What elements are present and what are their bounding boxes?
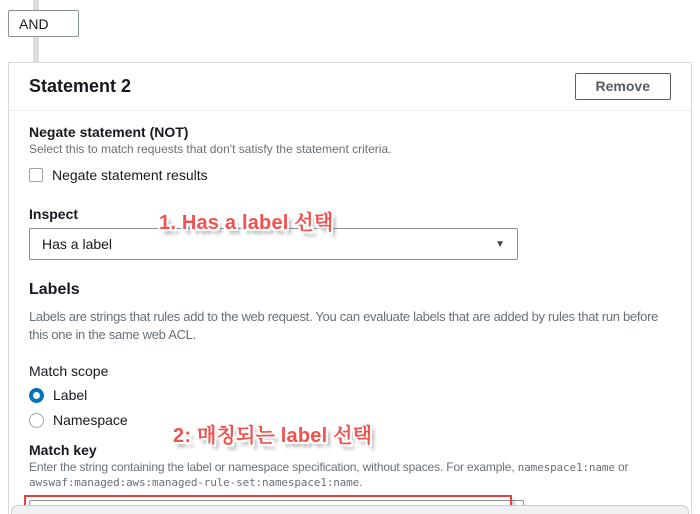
match-key-desc-text-3: . bbox=[359, 475, 363, 489]
match-key-description bbox=[29, 460, 671, 490]
chevron-down-icon: ▼ bbox=[495, 238, 505, 250]
match-scope-option-namespace-text: Namespace bbox=[53, 412, 128, 428]
annotation-step-1: 1. Has a label 선택 bbox=[159, 212, 334, 234]
statement-2-title: Statement 2 bbox=[29, 76, 132, 96]
annotation-step-2: 2: 매칭되는 label 선택 bbox=[173, 425, 373, 447]
radio-unselected-icon[interactable] bbox=[29, 413, 44, 428]
inspect-label: Inspect bbox=[29, 206, 79, 222]
negate-checkbox[interactable] bbox=[29, 168, 43, 182]
radio-selected-icon[interactable] bbox=[29, 388, 44, 403]
labels-section-heading: Labels bbox=[29, 281, 80, 298]
statement-operator-label: AND bbox=[19, 15, 49, 32]
negate-checkbox-label: Negate statement results bbox=[52, 167, 208, 183]
negate-heading: Negate statement (NOT) bbox=[29, 124, 189, 140]
statement-2-header bbox=[9, 63, 691, 111]
next-section-top-edge bbox=[11, 505, 689, 514]
match-scope-option-label[interactable] bbox=[29, 387, 671, 403]
inspect-selected-value: Has a label bbox=[42, 236, 113, 252]
labels-section-description: Labels are strings that rules add to the web request. You can evaluate labels that are added by rules that run before this one in the same web ACL. bbox=[29, 309, 659, 342]
negate-description: Select this to match requests that don't satisfy the statement criteria. bbox=[29, 142, 392, 156]
match-key-desc-code-1: namespace1:name bbox=[517, 461, 615, 474]
statement-operator-badge bbox=[8, 10, 79, 37]
match-key-desc-code-2: awswaf:managed:aws:managed-rule-set:namespace1:name bbox=[29, 476, 360, 489]
negate-checkbox-row bbox=[29, 167, 671, 183]
statement-2-body bbox=[9, 111, 691, 514]
match-scope-label: Match scope bbox=[29, 363, 109, 379]
match-scope-option-label-text: Label bbox=[53, 387, 88, 403]
match-key-desc-text-2: or bbox=[614, 460, 629, 474]
match-key-label: Match key bbox=[29, 442, 97, 458]
match-key-desc-text-1: Enter the string containing the label or namespace specification, without spaces. For example, bbox=[29, 460, 518, 474]
remove-statement-button[interactable]: Remove bbox=[575, 73, 671, 100]
